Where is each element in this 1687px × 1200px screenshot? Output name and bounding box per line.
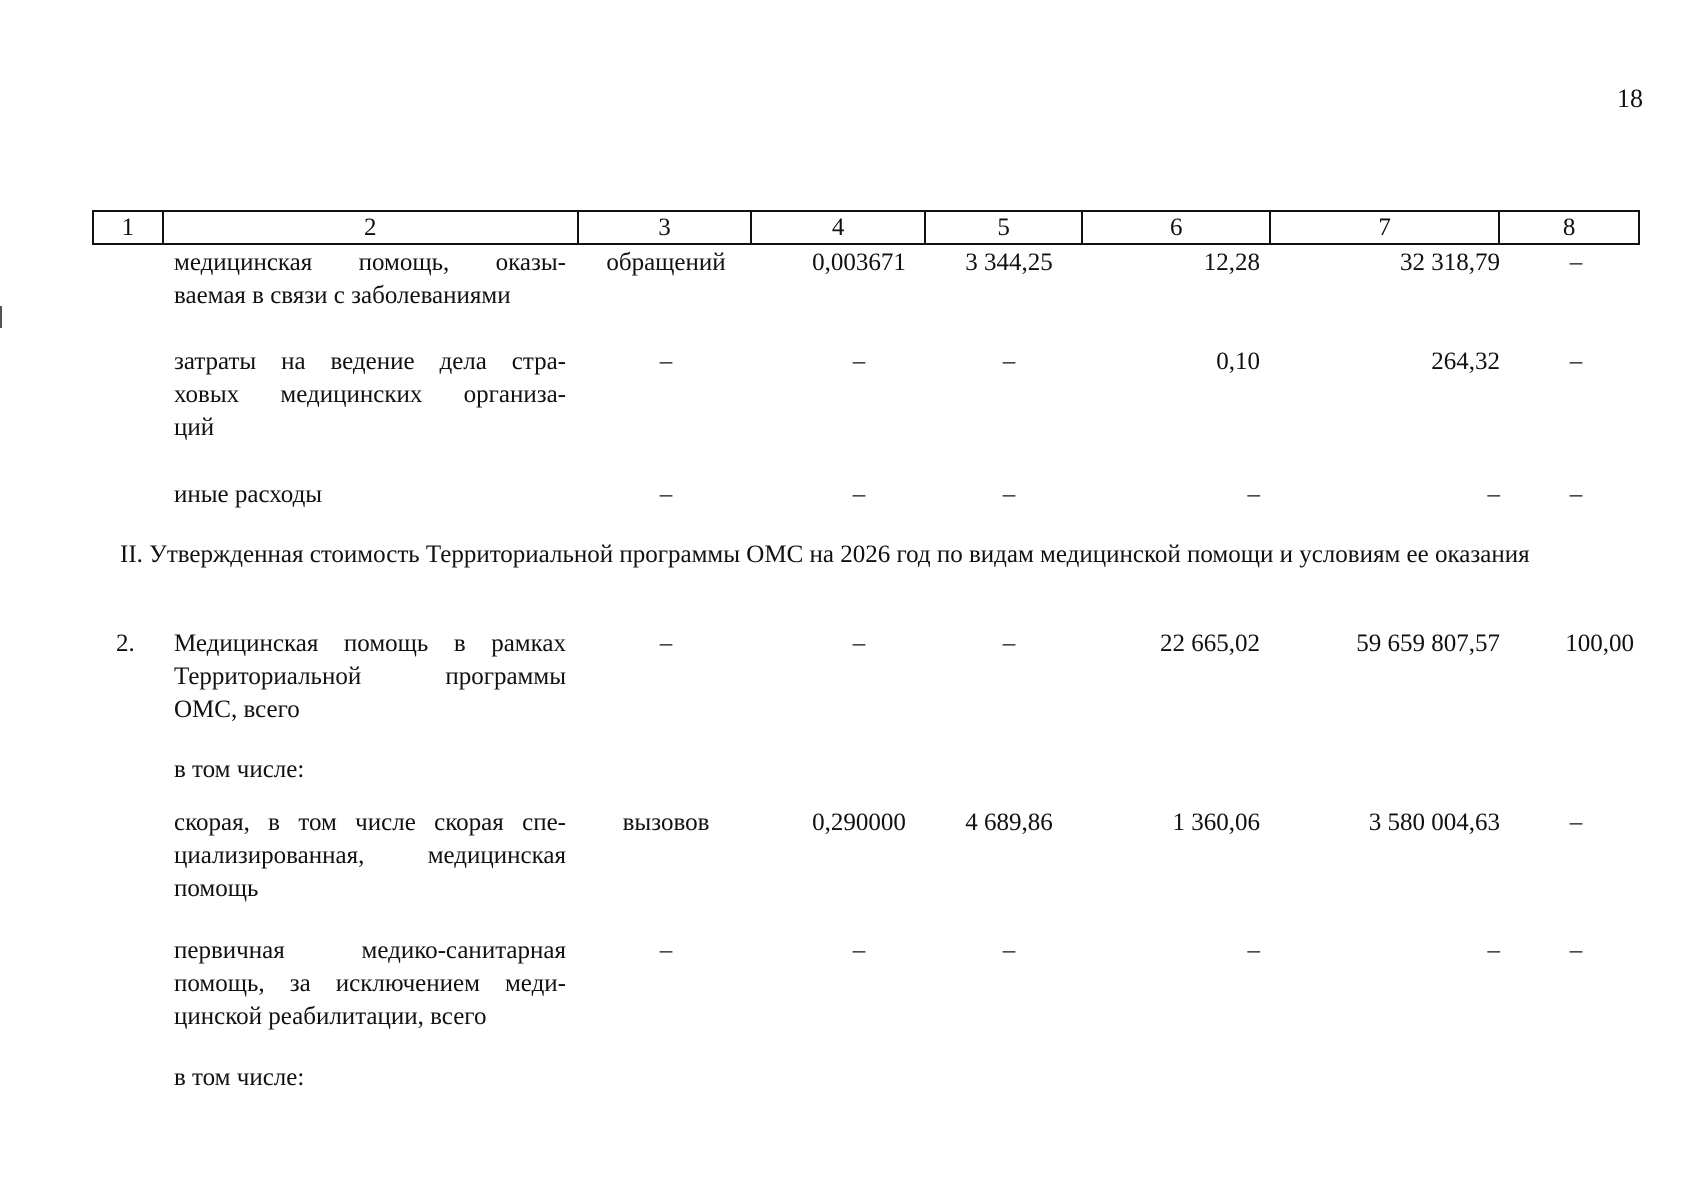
row-name-line: Территориальной программы (174, 663, 566, 690)
column-number-header (92, 210, 1640, 245)
row-name-line: в том числе: (174, 1064, 305, 1091)
row-col-7: – (1487, 481, 1500, 508)
row-name (174, 806, 566, 905)
row-col-6: – (1247, 481, 1260, 508)
scan-artifact (0, 306, 2, 328)
section-heading: II. Утвержденная стоимость Территориальной программы ОМС на 2026 год по видам медицинской помощи и условиям ее оказания (120, 541, 1530, 568)
row-col-4: – (852, 348, 866, 375)
row-col-5: – (1002, 630, 1016, 657)
row-unit: – (659, 481, 673, 508)
row-name (174, 934, 566, 1033)
row-col-6: 22 665,02 (1160, 630, 1260, 657)
row-name-line: помощь (174, 875, 259, 902)
row-col-6: – (1247, 937, 1260, 964)
row-col-4: – (852, 481, 866, 508)
row-col-4: – (852, 630, 866, 657)
row-col-5: 3 344,25 (965, 249, 1053, 276)
row-col-4: 0,003671 (812, 249, 906, 276)
row-name (174, 345, 566, 444)
row-col-7: – (1487, 937, 1500, 964)
row-col-8: – (1569, 937, 1583, 964)
row-name (174, 627, 566, 726)
header-col-8: 8 (1562, 214, 1576, 241)
header-col-2: 2 (164, 212, 579, 243)
row-col-8: 100,00 (1565, 630, 1634, 657)
row-name-line: затраты на ведение дела стра- (174, 348, 566, 375)
row-col-5: – (1002, 348, 1016, 375)
header-col-6: 6 (1083, 212, 1271, 243)
row-name (174, 478, 566, 511)
row-name-line: первичная медико-санитарная (174, 937, 566, 964)
row-name-line: ций (174, 414, 215, 441)
row-name-line: Медицинская помощь в рамках (174, 630, 566, 657)
row-col-6: 1 360,06 (1172, 809, 1260, 836)
row-name-line: циализированная, медицинская (174, 842, 566, 869)
header-col-4: 4 (752, 212, 926, 243)
row-unit: вызовов (622, 809, 710, 836)
page-number: 18 (1617, 84, 1643, 113)
row-name-line: ОМС, всего (174, 696, 300, 723)
row-col-7: 32 318,79 (1400, 249, 1500, 276)
row-name (174, 753, 566, 786)
row-name-line: иные расходы (174, 481, 323, 508)
row-unit: – (659, 348, 673, 375)
row-name-line: в том числе: (174, 756, 305, 783)
row-unit: – (659, 937, 673, 964)
row-col-5: 4 689,86 (965, 809, 1053, 836)
row-number: 2. (116, 630, 135, 657)
row-col-8: – (1569, 348, 1583, 375)
row-col-8: – (1569, 481, 1583, 508)
row-name (174, 1061, 566, 1094)
row-col-7: 3 580 004,63 (1368, 809, 1500, 836)
row-name-line: медицинская помощь, оказы- (174, 249, 566, 276)
row-col-8: – (1569, 249, 1583, 276)
row-col-6: 0,10 (1216, 348, 1260, 375)
row-name-line: скорая, в том числе скорая спе- (174, 809, 566, 836)
row-col-4: – (852, 937, 866, 964)
header-col-5: 5 (926, 212, 1084, 243)
row-name-line: цинской реабилитации, всего (174, 1003, 487, 1030)
row-col-5: – (1002, 937, 1016, 964)
row-col-8: – (1569, 809, 1583, 836)
header-col-7: 7 (1271, 212, 1500, 243)
row-name (174, 246, 566, 312)
row-unit: – (659, 630, 673, 657)
row-col-7: 264,32 (1431, 348, 1500, 375)
row-unit: обращений (606, 249, 726, 276)
row-col-7: 59 659 807,57 (1356, 630, 1500, 657)
row-name-line: помощь, за исключением меди- (174, 970, 566, 997)
row-name-line: ваемая в связи с заболеваниями (174, 282, 511, 309)
header-col-3: 3 (579, 212, 753, 243)
row-col-5: – (1002, 481, 1016, 508)
row-name-line: ховых медицинских организа- (174, 381, 566, 408)
row-col-6: 12,28 (1203, 249, 1260, 276)
header-col-1: 1 (94, 212, 164, 243)
row-col-4: 0,290000 (812, 809, 906, 836)
